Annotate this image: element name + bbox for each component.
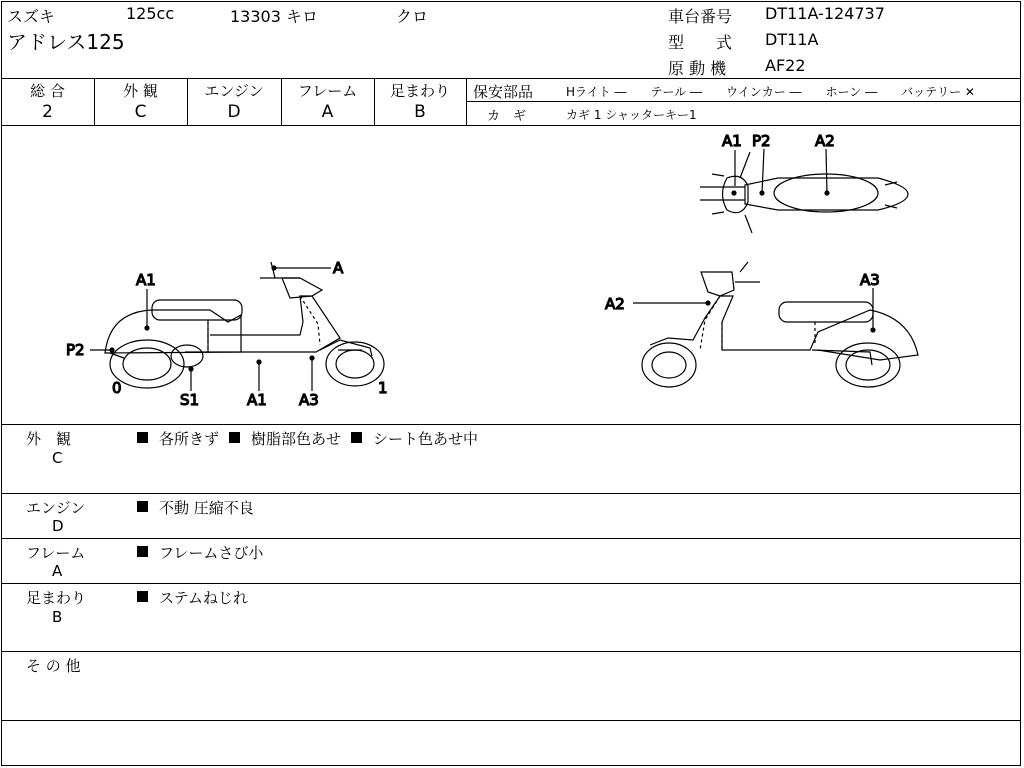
grade-engine-value: D <box>227 102 241 122</box>
section-frame-grade: A <box>52 562 63 580</box>
grade-frame-label: フレーム <box>297 82 358 100</box>
grade-suspension-label: 足まわり <box>389 82 450 100</box>
frame-item: フレームさび小 <box>159 544 264 562</box>
label-right-a3: A3 <box>860 271 880 289</box>
bullet-icon <box>137 501 148 512</box>
divider-diagram <box>1 424 1021 425</box>
label-a1-floor: A1 <box>247 391 267 409</box>
section-exterior-items <box>137 428 488 449</box>
grade-suspension-value: B <box>414 102 426 122</box>
section-suspension-grade: B <box>52 608 63 626</box>
label-zero: 0 <box>112 379 122 397</box>
diagram-markers <box>90 149 875 391</box>
label-p2: P2 <box>66 341 85 359</box>
label-right-a2: A2 <box>605 295 625 313</box>
frame-no: DT11A-124737 <box>765 4 885 23</box>
displacement: 125cc <box>126 4 175 23</box>
section-suspension-label: 足まわり <box>26 589 87 607</box>
section-frame-items <box>137 542 263 563</box>
engine-value: AF22 <box>765 56 806 75</box>
section-exterior-label: 外 観 <box>26 430 72 448</box>
mileage: 13303 キロ <box>230 7 318 26</box>
safety-label: 保安部品 <box>473 83 534 101</box>
type-label: 型 式 <box>668 33 733 52</box>
model-name: アドレス125 <box>7 30 125 54</box>
section-other-label: そ の 他 <box>26 657 81 675</box>
scooter-top-view <box>700 150 908 233</box>
grade-overall-value: 2 <box>42 102 53 122</box>
grade-exterior-label: 外 観 <box>123 82 158 100</box>
bullet-icon <box>137 432 148 443</box>
engine-label: 原 動 機 <box>668 59 727 78</box>
exterior-item: 各所きず <box>159 430 220 448</box>
frame-no-label: 車台番号 <box>668 7 733 26</box>
label-a3-left: A3 <box>299 391 319 409</box>
section-exterior-grade: C <box>52 449 63 467</box>
section-engine-label: エンジン <box>26 499 86 517</box>
bullet-icon <box>351 432 362 443</box>
exterior-item: シート色あせ中 <box>373 430 479 448</box>
label-a-handle: A <box>333 259 344 277</box>
color: クロ <box>396 7 429 26</box>
grade-engine-label: エンジン <box>204 82 264 100</box>
type-value: DT11A <box>765 30 819 49</box>
section-engine-grade: D <box>52 517 64 535</box>
label-a1-seat: A1 <box>136 271 156 289</box>
grade-overall-label: 総 合 <box>30 82 65 100</box>
section-suspension-items <box>137 587 248 608</box>
scooter-diagram <box>0 126 1022 424</box>
section-engine-items <box>137 497 254 518</box>
key-value: カギ 1 シャッターキー1 <box>566 108 697 122</box>
bullet-icon <box>229 432 240 443</box>
label-s1: S1 <box>180 391 200 409</box>
bullet-icon <box>137 591 148 602</box>
bullet-icon <box>137 546 148 557</box>
exterior-item: 樹脂部色あせ <box>251 430 342 448</box>
key-label: カ ギ <box>487 109 527 124</box>
divider-top <box>1 78 1021 79</box>
maker: スズキ <box>7 7 56 26</box>
safety-items: Hライト ― テール ― ウインカー ― ホーン ― バッテリー ✕ <box>566 85 975 99</box>
grade-frame-value: A <box>321 102 334 122</box>
section-frame-label: フレーム <box>26 544 86 562</box>
label-top-a1: A1 <box>722 132 742 150</box>
grade-exterior-value: C <box>134 102 147 122</box>
label-top-a2: A2 <box>815 132 835 150</box>
engine-item: 不動 圧縮不良 <box>159 499 254 517</box>
label-top-p2: P2 <box>752 132 771 150</box>
suspension-item: ステムねじれ <box>159 589 248 607</box>
label-one: 1 <box>378 379 388 397</box>
